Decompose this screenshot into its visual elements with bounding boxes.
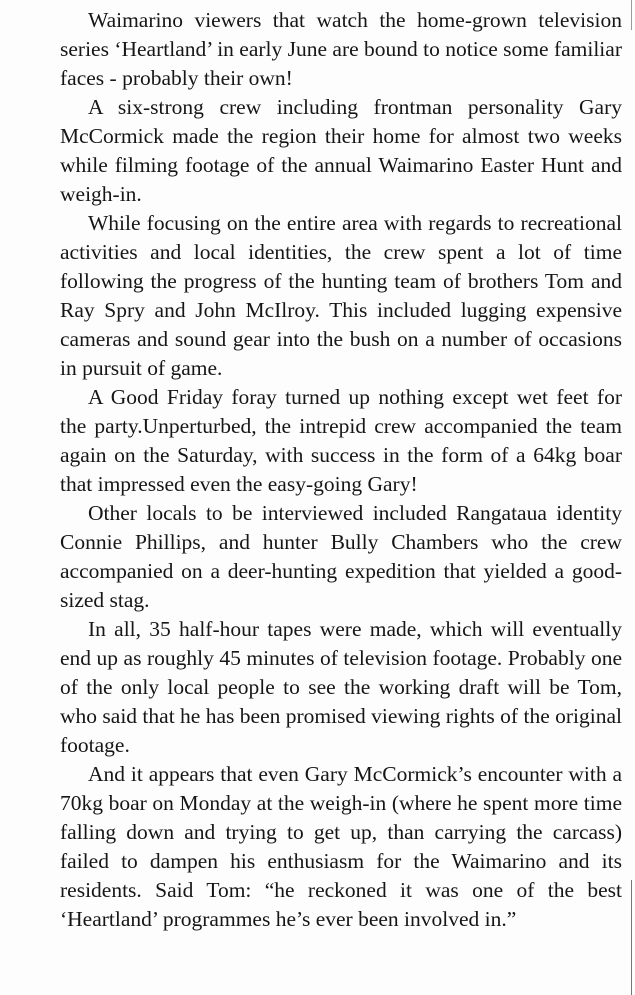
article-paragraph-2: A six-strong crew including frontman personality Gary McCormick made the region their home for almost two weeks while filming footage of the annual Waimarino Easter Hunt and weigh-in. xyxy=(60,95,622,206)
article-paragraph-7: And it appears that even Gary McCormick’s encounter with a 70kg boar on Monday at the weigh-in (where he spent more time falling down and trying to get up, than carrying the carcass) failed to dampen his enthusiasm for the Waimarino and its residents. Said Tom: “he reckoned it was one of the best ‘Heartland’ programmes he’s ever been involved in.” xyxy=(60,762,622,931)
article-paragraph-1: Waimarino viewers that watch the home-grown television series ‘Heartland’ in early June are bound to notice some familiar faces - probably their own! xyxy=(60,8,622,90)
article-paragraph-5: Other locals to be interviewed included Rangataua identity Connie Phillips, and hunter Bully Chambers who the crew accompanied on a deer-hunting expedition that yielded a good-sized stag. xyxy=(60,501,622,612)
article-paragraph-4: A Good Friday foray turned up nothing except wet feet for the party.Unperturbed, the intrepid crew accompanied the team again on the Saturday, with success in the form of a 64kg boar that impressed even the easy-going Gary! xyxy=(60,385,622,496)
article-paragraph-6: In all, 35 half-hour tapes were made, which will eventually end up as roughly 45 minutes of television footage. Probably one of the only local people to see the working draft will be Tom, who said that he has been promised viewing rights of the original footage. xyxy=(60,617,622,757)
column-rule-bottom xyxy=(631,880,633,995)
article-column xyxy=(60,6,622,934)
article-paragraph-3: While focusing on the entire area with regards to recreational activities and local identities, the crew spent a lot of time following the progress of the hunting team of brothers Tom and Ray Spry and John McIlroy. This included lugging expensive cameras and sound gear into the bush on a number of occasions in pursuit of game. xyxy=(60,211,622,380)
column-rule-top xyxy=(631,0,633,30)
